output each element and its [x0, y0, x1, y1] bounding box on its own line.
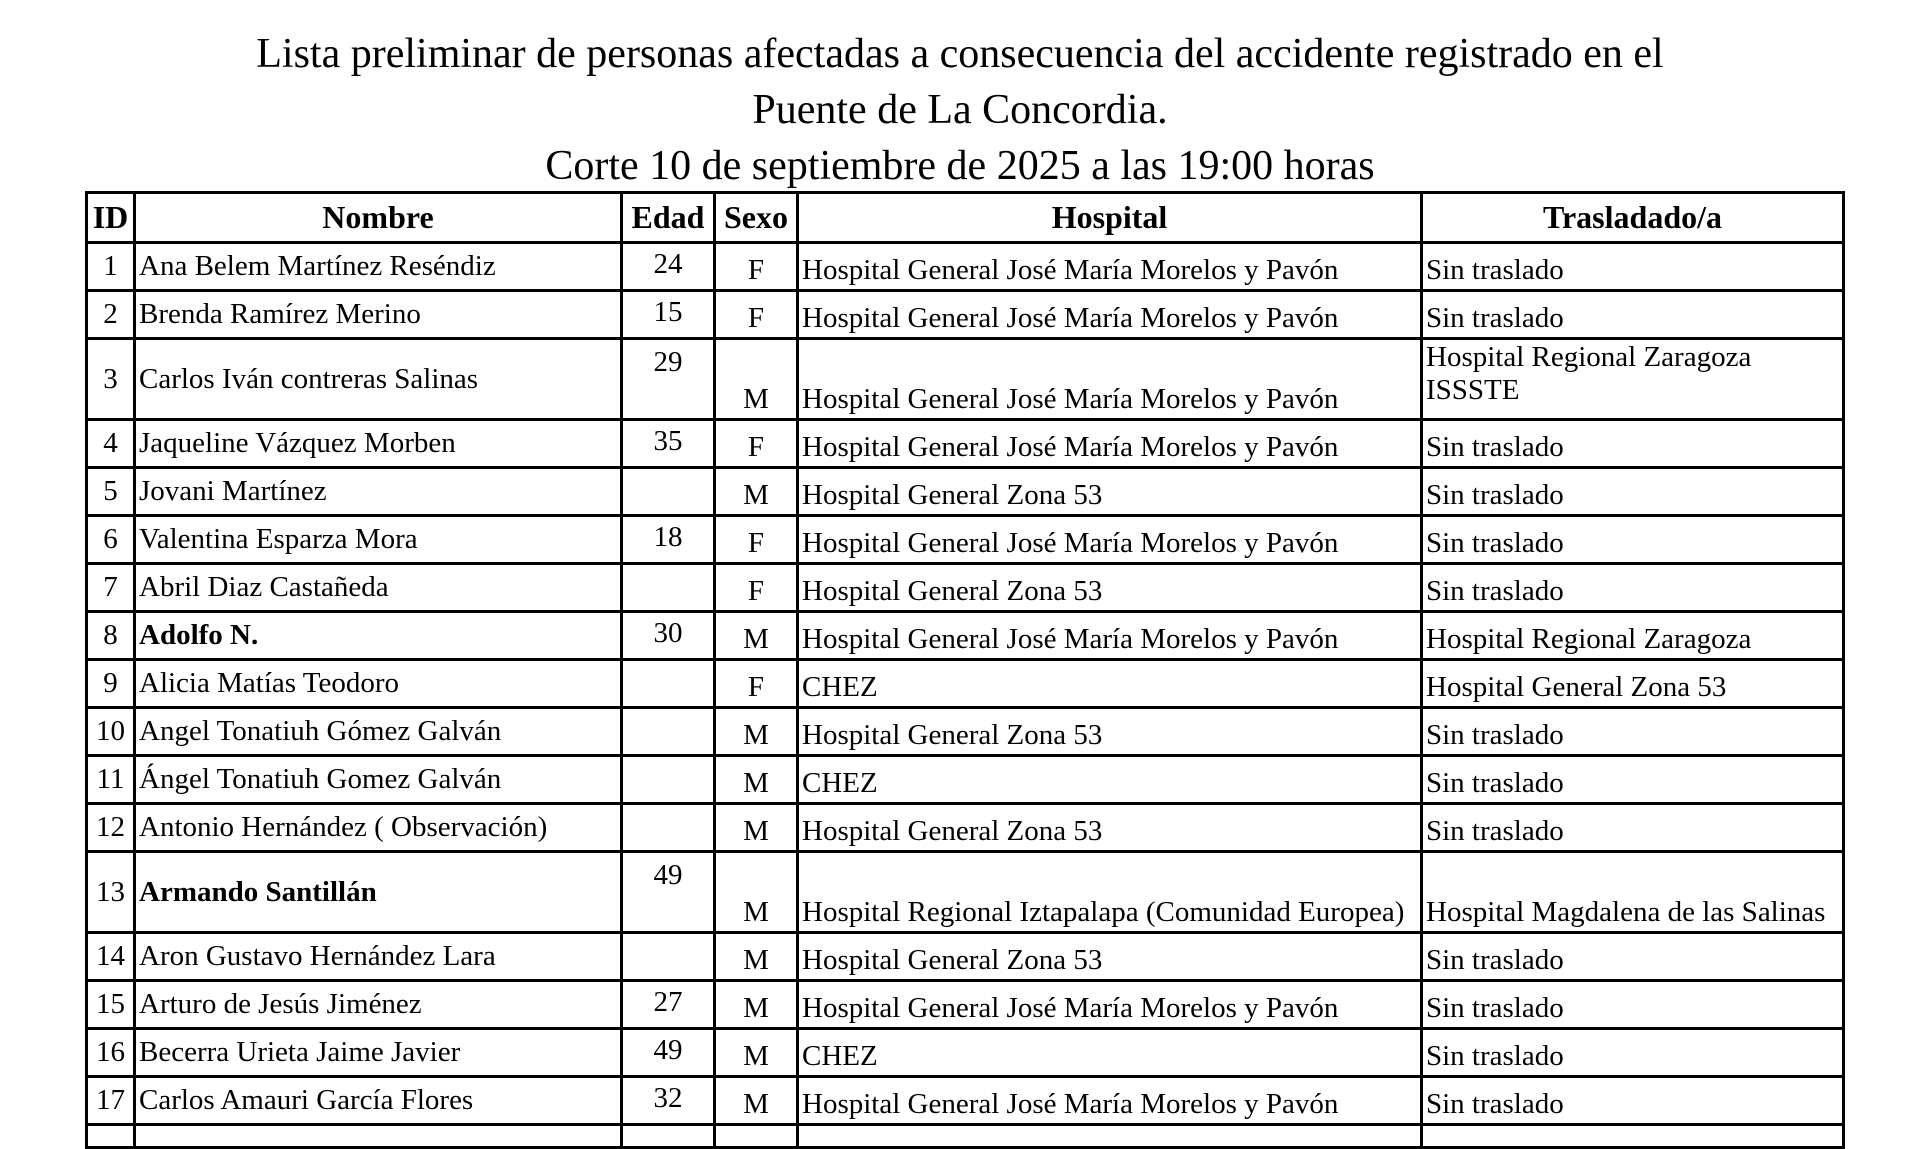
cell-edad: 27	[622, 981, 715, 1029]
cell-nombre: Alicia Matías Teodoro	[135, 660, 622, 708]
cell-nombre: Jovani Martínez	[135, 468, 622, 516]
cell-traslado: Sin traslado	[1422, 804, 1844, 852]
cell-hospital: Hospital General José María Morelos y Pavón	[798, 981, 1422, 1029]
cell-id: 3	[87, 339, 135, 420]
title-line-3: Corte 10 de septiembre de 2025 a las 19:00 horas	[545, 143, 1375, 189]
cell-traslado: Hospital Regional Zaragoza ISSSTE	[1422, 339, 1844, 420]
table-row	[87, 933, 1844, 981]
cell-traslado: Sin traslado	[1422, 468, 1844, 516]
cell-hospital: Hospital General José María Morelos y Pavón	[798, 612, 1422, 660]
cell-nombre: Valentina Esparza Mora	[135, 516, 622, 564]
cell-hospital: Hospital General José María Morelos y Pavón	[798, 243, 1422, 291]
cell-hospital: Hospital General José María Morelos y Pavón	[798, 291, 1422, 339]
cell-traslado: Sin traslado	[1422, 1029, 1844, 1077]
cell-traslado: Sin traslado	[1422, 933, 1844, 981]
cell-edad: 24	[622, 243, 715, 291]
cell-sexo: F	[715, 420, 798, 468]
cell-edad: 35	[622, 420, 715, 468]
cell-traslado: Sin traslado	[1422, 708, 1844, 756]
title-line-2: Puente de La Concordia.	[752, 87, 1168, 133]
cell-edad	[622, 933, 715, 981]
header-id: ID	[87, 193, 135, 243]
cell-id: 7	[87, 564, 135, 612]
cell-id: 16	[87, 1029, 135, 1077]
cell-id: 5	[87, 468, 135, 516]
cell-traslado: Sin traslado	[1422, 981, 1844, 1029]
cell-traslado: Sin traslado	[1422, 243, 1844, 291]
cell-traslado	[1422, 1125, 1844, 1148]
cell-id: 13	[87, 852, 135, 933]
cell-edad	[622, 804, 715, 852]
cell-nombre: Becerra Urieta Jaime Javier	[135, 1029, 622, 1077]
cell-sexo: F	[715, 516, 798, 564]
table-row	[87, 564, 1844, 612]
table-row	[87, 1029, 1844, 1077]
table-row	[87, 243, 1844, 291]
header-sexo: Sexo	[715, 193, 798, 243]
cell-sexo: M	[715, 612, 798, 660]
cell-hospital: Hospital General Zona 53	[798, 804, 1422, 852]
cell-sexo: M	[715, 468, 798, 516]
cell-edad: 30	[622, 612, 715, 660]
table-header-row	[87, 193, 1844, 243]
cell-edad: 49	[622, 852, 715, 933]
cell-nombre	[135, 1125, 622, 1148]
cell-edad: 32	[622, 1077, 715, 1125]
cell-edad	[622, 660, 715, 708]
cell-sexo: M	[715, 933, 798, 981]
cell-id: 2	[87, 291, 135, 339]
header-nombre: Nombre	[135, 193, 622, 243]
header-traslado: Trasladado/a	[1422, 193, 1844, 243]
cell-nombre: Angel Tonatiuh Gómez Galván	[135, 708, 622, 756]
cell-hospital: CHEZ	[798, 1029, 1422, 1077]
table-row	[87, 756, 1844, 804]
cell-hospital: Hospital General Zona 53	[798, 708, 1422, 756]
cell-traslado: Hospital Regional Zaragoza	[1422, 612, 1844, 660]
cell-traslado: Sin traslado	[1422, 756, 1844, 804]
cell-hospital: Hospital General José María Morelos y Pavón	[798, 516, 1422, 564]
cell-nombre: Ángel Tonatiuh Gomez Galván	[135, 756, 622, 804]
cell-nombre: Jaqueline Vázquez Morben	[135, 420, 622, 468]
cell-nombre: Aron Gustavo Hernández Lara	[135, 933, 622, 981]
cell-nombre: Abril Diaz Castañeda	[135, 564, 622, 612]
cell-sexo: M	[715, 804, 798, 852]
table-row	[87, 516, 1844, 564]
cell-traslado: Hospital Magdalena de las Salinas	[1422, 852, 1844, 933]
cell-edad	[622, 468, 715, 516]
cell-hospital: Hospital General José María Morelos y Pavón	[798, 420, 1422, 468]
table-row	[87, 852, 1844, 933]
cell-sexo: M	[715, 1077, 798, 1125]
cell-hospital	[798, 1125, 1422, 1148]
cell-hospital: Hospital Regional Iztapalapa (Comunidad Europea)	[798, 852, 1422, 933]
cell-hospital: Hospital General Zona 53	[798, 564, 1422, 612]
cell-traslado: Sin traslado	[1422, 516, 1844, 564]
table-row	[87, 981, 1844, 1029]
cell-sexo: F	[715, 660, 798, 708]
cell-edad	[622, 708, 715, 756]
table-row	[87, 612, 1844, 660]
cell-sexo: M	[715, 708, 798, 756]
cell-id: 4	[87, 420, 135, 468]
cell-nombre: Arturo de Jesús Jiménez	[135, 981, 622, 1029]
cell-edad	[622, 756, 715, 804]
cell-hospital: Hospital General José María Morelos y Pavón	[798, 339, 1422, 420]
cell-id: 6	[87, 516, 135, 564]
cell-edad: 49	[622, 1029, 715, 1077]
cell-hospital: Hospital General Zona 53	[798, 468, 1422, 516]
cell-edad	[622, 564, 715, 612]
cell-nombre: Carlos Amauri García Flores	[135, 1077, 622, 1125]
cell-edad: 15	[622, 291, 715, 339]
cell-id: 8	[87, 612, 135, 660]
cell-id: 17	[87, 1077, 135, 1125]
table-row	[87, 708, 1844, 756]
cell-edad: 29	[622, 339, 715, 420]
cell-sexo: F	[715, 291, 798, 339]
cell-nombre: Brenda Ramírez Merino	[135, 291, 622, 339]
table-row	[87, 660, 1844, 708]
affected-persons-table	[85, 191, 1845, 1149]
cell-id: 12	[87, 804, 135, 852]
cell-hospital: CHEZ	[798, 756, 1422, 804]
cell-sexo	[715, 1125, 798, 1148]
cell-traslado: Sin traslado	[1422, 564, 1844, 612]
cell-traslado: Sin traslado	[1422, 1077, 1844, 1125]
cell-id: 10	[87, 708, 135, 756]
cell-sexo: M	[715, 339, 798, 420]
header-hospital: Hospital	[798, 193, 1422, 243]
cell-sexo: F	[715, 564, 798, 612]
title-line-1: Lista preliminar de personas afectadas a consecuencia del accidente registrado en el	[256, 31, 1664, 77]
table-row	[87, 339, 1844, 420]
cell-nombre: Ana Belem Martínez Reséndiz	[135, 243, 622, 291]
cell-nombre: Armando Santillán	[135, 852, 622, 933]
table-row-partial	[87, 1125, 1844, 1148]
cell-traslado: Hospital General Zona 53	[1422, 660, 1844, 708]
table-row	[87, 804, 1844, 852]
header-edad: Edad	[622, 193, 715, 243]
cell-id: 15	[87, 981, 135, 1029]
cell-hospital: CHEZ	[798, 660, 1422, 708]
table-row	[87, 420, 1844, 468]
cell-nombre: Carlos Iván contreras Salinas	[135, 339, 622, 420]
table-row	[87, 468, 1844, 516]
cell-sexo: M	[715, 756, 798, 804]
cell-id: 14	[87, 933, 135, 981]
cell-edad	[622, 1125, 715, 1148]
cell-sexo: M	[715, 1029, 798, 1077]
cell-nombre: Adolfo N.	[135, 612, 622, 660]
cell-traslado: Sin traslado	[1422, 291, 1844, 339]
cell-id: 1	[87, 243, 135, 291]
cell-sexo: M	[715, 981, 798, 1029]
cell-sexo: F	[715, 243, 798, 291]
affected-persons-table-container	[85, 191, 1842, 1120]
cell-id: 9	[87, 660, 135, 708]
table-row	[87, 1077, 1844, 1125]
table-row	[87, 291, 1844, 339]
cell-hospital: Hospital General José María Morelos y Pavón	[798, 1077, 1422, 1125]
cell-nombre: Antonio Hernández ( Observación)	[135, 804, 622, 852]
cell-traslado: Sin traslado	[1422, 420, 1844, 468]
cell-id	[87, 1125, 135, 1148]
document-title	[0, 26, 1920, 194]
cell-hospital: Hospital General Zona 53	[798, 933, 1422, 981]
cell-edad: 18	[622, 516, 715, 564]
cell-id: 11	[87, 756, 135, 804]
cell-sexo: M	[715, 852, 798, 933]
